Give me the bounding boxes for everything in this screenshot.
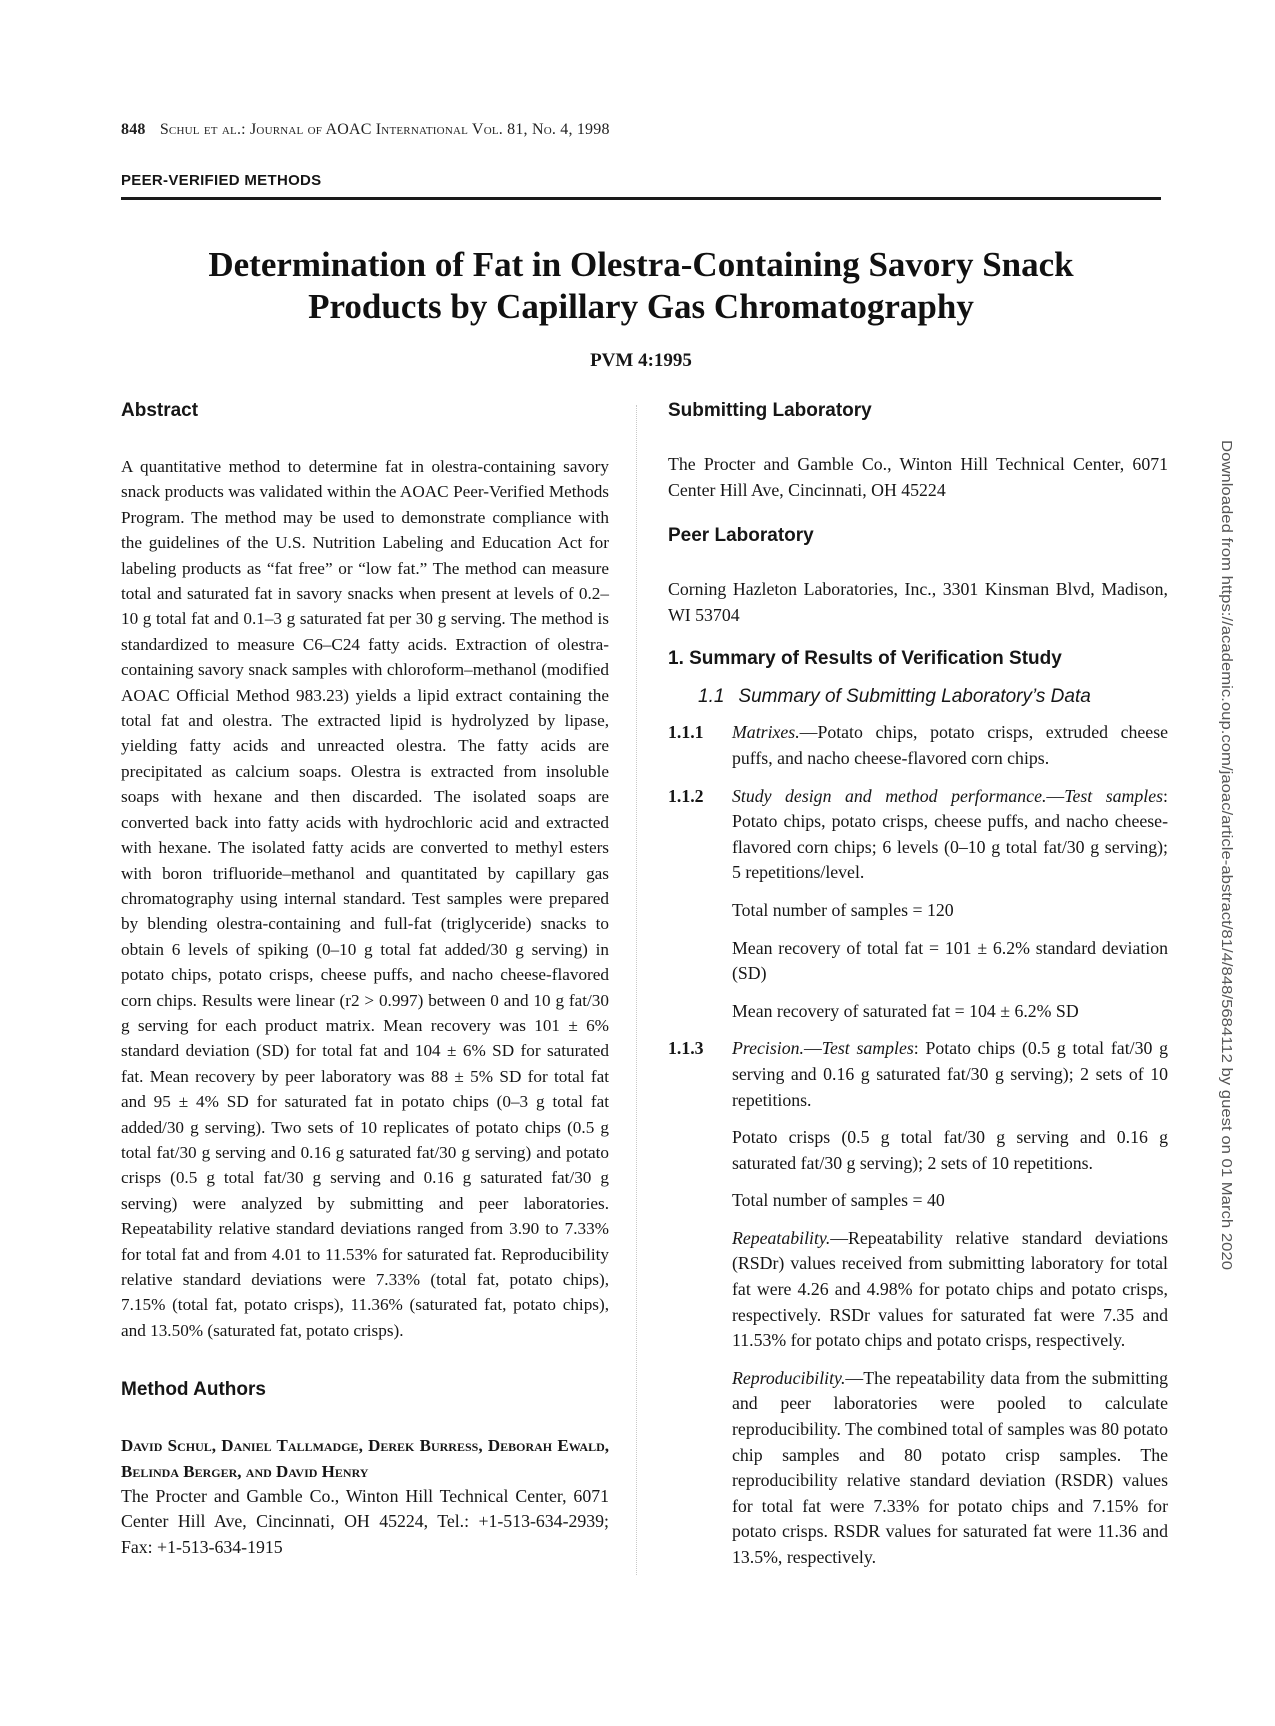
mean-recovery-saturated: Mean recovery of saturated fat = 104 ± 6.2% SD bbox=[732, 1000, 1079, 1021]
reproducibility-paragraph bbox=[732, 1366, 1168, 1571]
subsection-number: 1.1 bbox=[698, 686, 725, 708]
method-number: PVM 4:1995 bbox=[590, 350, 692, 371]
article-title bbox=[121, 244, 1161, 328]
subsection-title: Summary of Submitting Laboratory’s Data bbox=[738, 686, 1091, 708]
method-authors-heading: Method Authors bbox=[121, 1379, 266, 1401]
right-column bbox=[668, 400, 1168, 1571]
item-study-design bbox=[668, 784, 1168, 1025]
item-label: Study design and method performance. bbox=[732, 785, 1047, 806]
item-body: Potato chips, potato crisps, cheese puffs, and nacho cheese-flavored corn chips; 6 levels (0–10 g total fat/30 g serving); 5 repetitions/level. bbox=[732, 811, 1168, 883]
header-rule bbox=[121, 197, 1161, 200]
item-number: 1.1.1 bbox=[668, 722, 704, 743]
section-banner: PEER-VERIFIED METHODS bbox=[121, 172, 322, 189]
submitting-lab-heading: Submitting Laboratory bbox=[668, 400, 872, 421]
column-divider bbox=[636, 405, 638, 1575]
left-column bbox=[121, 400, 609, 1560]
abstract-heading: Abstract bbox=[121, 400, 199, 421]
side-watermark bbox=[1208, 440, 1244, 1280]
total-samples: Total number of samples = 120 bbox=[732, 899, 954, 920]
item-label-2: Test samples bbox=[821, 1038, 914, 1059]
item-body: Potato chips (0.5 g total fat/30 g serving and 0.16 g saturated fat/30 g serving); 2 sets of 10 repetitions. bbox=[732, 1038, 1169, 1110]
item-label-2: Test samples bbox=[1064, 785, 1164, 806]
item-text: Precision.—Test samples: Potato chips (0.5 g total fat/30 g serving and 0.16 g saturated fat/30 g serving); 2 sets of 10 repetitions. bbox=[732, 1038, 1169, 1110]
item-number: 1.1.2 bbox=[668, 785, 704, 806]
item-text: Study design and method performance.—Test samples: Potato chips, potato crisps, cheese puffs, and nacho cheese-flavored corn chips; 6 levels (0–10 g total fat/30 g serving); 5 repetitions/level. bbox=[732, 785, 1168, 883]
crisps-samples: Potato crisps (0.5 g total fat/30 g serving and 0.16 g saturated fat/30 g serving); 2 sets of 10 repetitions. bbox=[732, 1127, 1168, 1173]
abstract-text: A quantitative method to determine fat in olestra-containing savory snack products was validated within the AOAC Peer-Verified Methods Program. The method may be used to demonstrate compliance with the guidelines of the U.S. Nutrition Labeling and Education Act for labeling products as “fat free” or “low fat.” The method can measure total and saturated fat in savory snacks when present at levels of 0.2–10 g total fat and 0.1–3 g saturated fat per 30 g serving. The method is standardized to measure C6–C24 fatty acids. Extraction of olestra-containing savory snack samples with chloroform–methanol (modified AOAC Official Method 983.23) yields a lipid extract containing the total fat and olestra. The extracted lipid is hydrolyzed by lipase, yielding fatty acids and unreacted olestra. The fatty acids are precipitated as calcium soaps. Olestra is extracted from insoluble soaps with hexane and then discarded. The isolated soaps are converted back into fatty acids with hydrochloric acid and extracted with hexane. The isolated fatty acids are converted to methyl esters with boron trifluoride–methanol and quantitated by capillary gas chromatography using internal standard. Test samples were prepared by blending olestra-containing and full-fat (triglyceride) snacks to obtain 6 levels of spiking (0–10 g total fat added/30 g serving) in potato chips, potato crisps, cheese puffs, and nacho cheese-flavored corn chips. Results were linear (r2 > 0.997) between 0 and 10 g fat/30 g serving for each product matrix. Mean recovery was 101 ± 6% standard deviation (SD) for total fat and 104 ± 6% SD for saturated fat. Mean recovery by peer laboratory was 88 ± 5% SD for total fat and 95 ± 4% SD for saturated fat in potato chips (0–3 g total fat added/30 g serving). Two sets of 10 replicates of potato chips (0.5 g total fat/30 g serving and 0.16 g saturated fat/30 g serving) and potato crisps (0.5 g total fat/30 g serving and 0.16 g saturated fat/30 g serving) were analyzed by submitting and peer laboratories. Repeatability relative standard deviations ranged from 3.90 to 7.33% for total fat and from 4.01 to 11.53% for saturated fat. Reproducibility relative standard deviations were 7.33% (total fat, potato chips), 7.15% (total fat, potato crisps), 11.36% (saturated fat, potato chips), and 13.50% (saturated fat, potato crisps). bbox=[121, 457, 609, 1340]
item-body: —Potato chips, potato crisps, extruded cheese puffs, and nacho cheese-flavored corn chips. bbox=[732, 722, 1168, 768]
reproducibility-label: Reproducibility. bbox=[732, 1367, 846, 1388]
mean-recovery-total: Mean recovery of total fat = 101 ± 6.2% standard deviation (SD) bbox=[732, 937, 1168, 984]
reproducibility-text: —The repeatability data from the submitting and peer laboratories were pooled to calculate reproducibility. The combined total of samples was 80 potato chip samples and 80 potato crisp samples. The reproducibility relative standard deviation (RSDR) values for total fat were 7.33% for potato chips and 7.15% for potato crisps. RSDR values for saturated fat were 11.36 and 13.5%, respectively. bbox=[732, 1367, 1168, 1567]
title-line-1: Determination of Fat in Olestra-Containing Savory Snack bbox=[208, 245, 1074, 284]
summary-heading: 1. Summary of Results of Verification Study bbox=[668, 648, 1062, 670]
peer-lab-heading: Peer Laboratory bbox=[668, 525, 814, 547]
repeatability-paragraph bbox=[732, 1226, 1168, 1354]
item-text bbox=[732, 720, 1168, 771]
subsection-heading bbox=[698, 686, 1168, 708]
submitting-lab-text: The Procter and Gamble Co., Winton Hill Technical Center, 6071 Center Hill Ave, Cincinnati, OH 45224 bbox=[668, 454, 1168, 500]
repeatability-label: Repeatability. bbox=[732, 1227, 831, 1248]
item-precision bbox=[668, 1036, 1168, 1570]
item-label: Precision. bbox=[732, 1038, 804, 1059]
peer-lab-text: Corning Hazleton Laboratories, Inc., 3301 Kinsman Blvd, Madison, WI 53704 bbox=[668, 579, 1168, 625]
item-matrixes bbox=[668, 720, 1168, 771]
title-line-2: Products by Capillary Gas Chromatography bbox=[308, 287, 974, 326]
repeatability-text: —Repeatability relative standard deviations (RSDr) values received from submitting laboratory for total fat were 4.26 and 4.98% for potato chips and potato crisps, respectively. RSDr values for saturated fat were 7.35 and 11.53% for potato chips and potato crisps, respectively. bbox=[732, 1227, 1168, 1351]
author-names: David Schul, Daniel Tallmadge, Derek Burress, Deborah Ewald, Belinda Berger, and David Henry bbox=[121, 1436, 609, 1481]
total-samples: Total number of samples = 40 bbox=[732, 1190, 945, 1211]
running-title: Schul et al.: Journal of AOAC International Vol. 81, No. 4, 1998 bbox=[159, 121, 610, 138]
item-label: Matrixes. bbox=[732, 722, 800, 743]
running-header bbox=[121, 121, 1021, 139]
author-affiliation: The Procter and Gamble Co., Winton Hill Technical Center, 6071 Center Hill Ave, Cincinnati, OH 45224, Tel.: +1-513-634-2939; Fax: +1-513-634-1915 bbox=[121, 1486, 609, 1557]
side-watermark-text: Downloaded from https://academic.oup.com/jaoac/article-abstract/81/4/848/5684112 by guest on 01 March 2020 bbox=[1218, 440, 1235, 1186]
item-number: 1.1.3 bbox=[668, 1038, 704, 1059]
page-number: 848 bbox=[121, 121, 146, 138]
